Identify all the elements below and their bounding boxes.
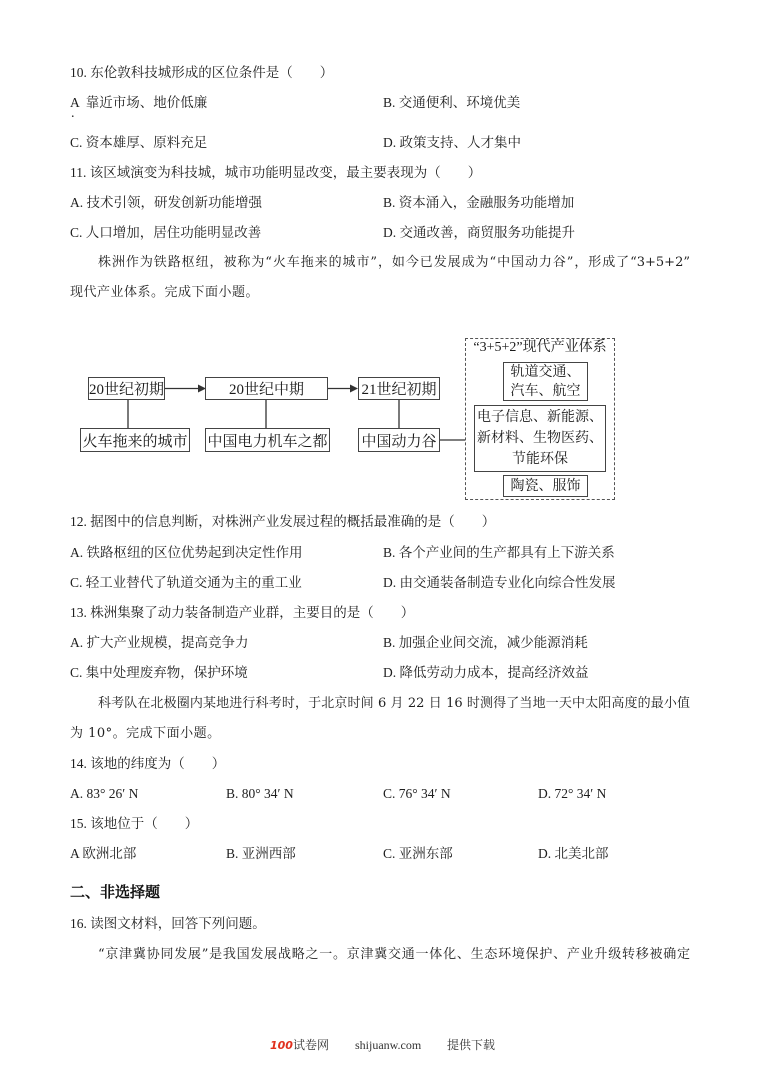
question-12-option-c: C. 轻工业替代了轨道交通为主的重工业 <box>70 575 302 590</box>
question-14-option-d: D. 72° 34′ N <box>538 786 607 801</box>
group-box-emerging <box>474 405 606 472</box>
question-16-material-line-1: “京津冀协同发展”是我国发展战略之一。京津冀交通一体化、生态环境保护、产业升级转移被确定 <box>98 947 690 962</box>
title-box-locomotive-capital: 中国电力机车之都 <box>205 428 330 452</box>
group-emerging-line-3: 节能环保 <box>512 452 568 467</box>
question-10-stem: 10. 东伦敦科技城形成的区位条件是（ ） <box>70 65 334 80</box>
question-12-option-d: D. 由交通装备制造专业化向综合性发展 <box>383 575 616 590</box>
stage-box-early-20th: 20世纪初期 <box>88 377 165 400</box>
question-12-option-b: B. 各个产业间的生产都具有上下游关系 <box>383 545 615 560</box>
question-11-option-c: C. 人口增加，居住功能明显改善 <box>70 225 262 240</box>
question-15-option-b: B. 亚洲西部 <box>226 846 296 861</box>
material-1-line-2: 现代产业体系。完成下面小题。 <box>70 285 260 300</box>
group-box-light-industry <box>503 475 588 497</box>
group-emerging-line-1: 电子信息、新能源、 <box>477 410 603 425</box>
question-13-option-b: B. 加强企业间交流，减少能源消耗 <box>383 635 588 650</box>
arrowhead-2 <box>350 385 358 393</box>
title-box-power-valley: 中国动力谷 <box>358 428 440 452</box>
question-14-option-a: A. 83° 26′ N <box>70 786 139 801</box>
question-11-option-d: D. 交通改善，商贸服务功能提升 <box>383 225 575 240</box>
site-name: 试卷网 <box>292 1038 329 1052</box>
question-13-stem: 13. 株洲集聚了动力装备制造产业群，主要目的是（ ） <box>70 605 415 620</box>
material-1-line-1: 株洲作为铁路枢纽，被称为“火车拖来的城市”，如今已发展成为“中国动力谷”，形成了“3+5+2” <box>98 255 690 270</box>
question-11-stem: 11. 该区域演变为科技城，城市功能明显改变，最主要表现为（ ） <box>70 165 482 180</box>
question-14-option-c: C. 76° 34′ N <box>383 786 451 801</box>
section-heading: 二、非选择题 <box>70 885 161 901</box>
question-13-option-c: C. 集中处理废弃物，保护环境 <box>70 665 248 680</box>
logo-number: 100 <box>270 1039 293 1052</box>
question-12-option-a: A. 铁路枢纽的区位优势起到决定性作用 <box>70 545 303 560</box>
question-14-option-b: B. 80° 34′ N <box>226 786 294 801</box>
download-note: 提供下载 <box>447 1038 496 1052</box>
question-14-stem: 14. 该地的纬度为（ ） <box>70 756 226 771</box>
group-emerging-line-2: 新材料、生物医药、 <box>477 431 603 446</box>
title-box-railway-city: 火车拖来的城市 <box>80 428 190 452</box>
site-domain: shijuanw.com <box>355 1038 422 1052</box>
industry-system-title: “3+5+2”现代产业体系 <box>473 340 607 355</box>
question-16-stem: 16. 读图文材料，回答下列问题。 <box>70 916 266 931</box>
question-15-stem: 15. 该地位于（ ） <box>70 816 199 831</box>
option-a-stray-dot: . <box>71 106 75 121</box>
question-11-option-b: B. 资本涌入，金融服务功能增加 <box>383 195 575 210</box>
industry-development-diagram <box>0 330 764 510</box>
question-13-option-d: D. 降低劳动力成本，提高经济效益 <box>383 665 589 680</box>
question-10-option-c: C. 资本雄厚、原料充足 <box>70 135 208 150</box>
site-logo <box>270 1035 329 1055</box>
group-transport-line-2: 汽车、航空 <box>510 383 581 399</box>
question-11-option-a: A. 技术引领，研发创新功能增强 <box>70 195 262 210</box>
stage-box-early-21st: 21世纪初期 <box>358 377 440 400</box>
material-2-line-2: 为 10°。完成下面小题。 <box>70 726 221 741</box>
question-15-option-c: C. 亚洲东部 <box>383 846 453 861</box>
question-10-option-d: D. 政策支持、人才集中 <box>383 135 521 150</box>
group-light-line-1: 陶瓷、服饰 <box>510 478 581 494</box>
question-10-option-b: B. 交通便利、环境优美 <box>383 95 521 110</box>
question-10-option-a: A 靠近市场、地价低廉 <box>70 95 208 110</box>
stage-box-mid-20th: 20世纪中期 <box>205 377 328 400</box>
question-15-option-a: A 欧洲北部 <box>70 846 137 861</box>
group-transport-line-1: 轨道交通、 <box>510 364 581 380</box>
question-15-option-d: D. 北美北部 <box>538 846 609 861</box>
question-13-option-a: A. 扩大产业规模，提高竞争力 <box>70 635 249 650</box>
question-12-stem: 12. 据图中的信息判断，对株洲产业发展过程的概括最准确的是（ ） <box>70 514 496 529</box>
diagram-connectors <box>0 330 764 510</box>
group-box-transport <box>503 362 588 401</box>
material-2-line-1: 科考队在北极圈内某地进行科考时，于北京时间 6 月 22 日 16 时测得了当地一天中太阳高度的最小值 <box>98 696 690 711</box>
